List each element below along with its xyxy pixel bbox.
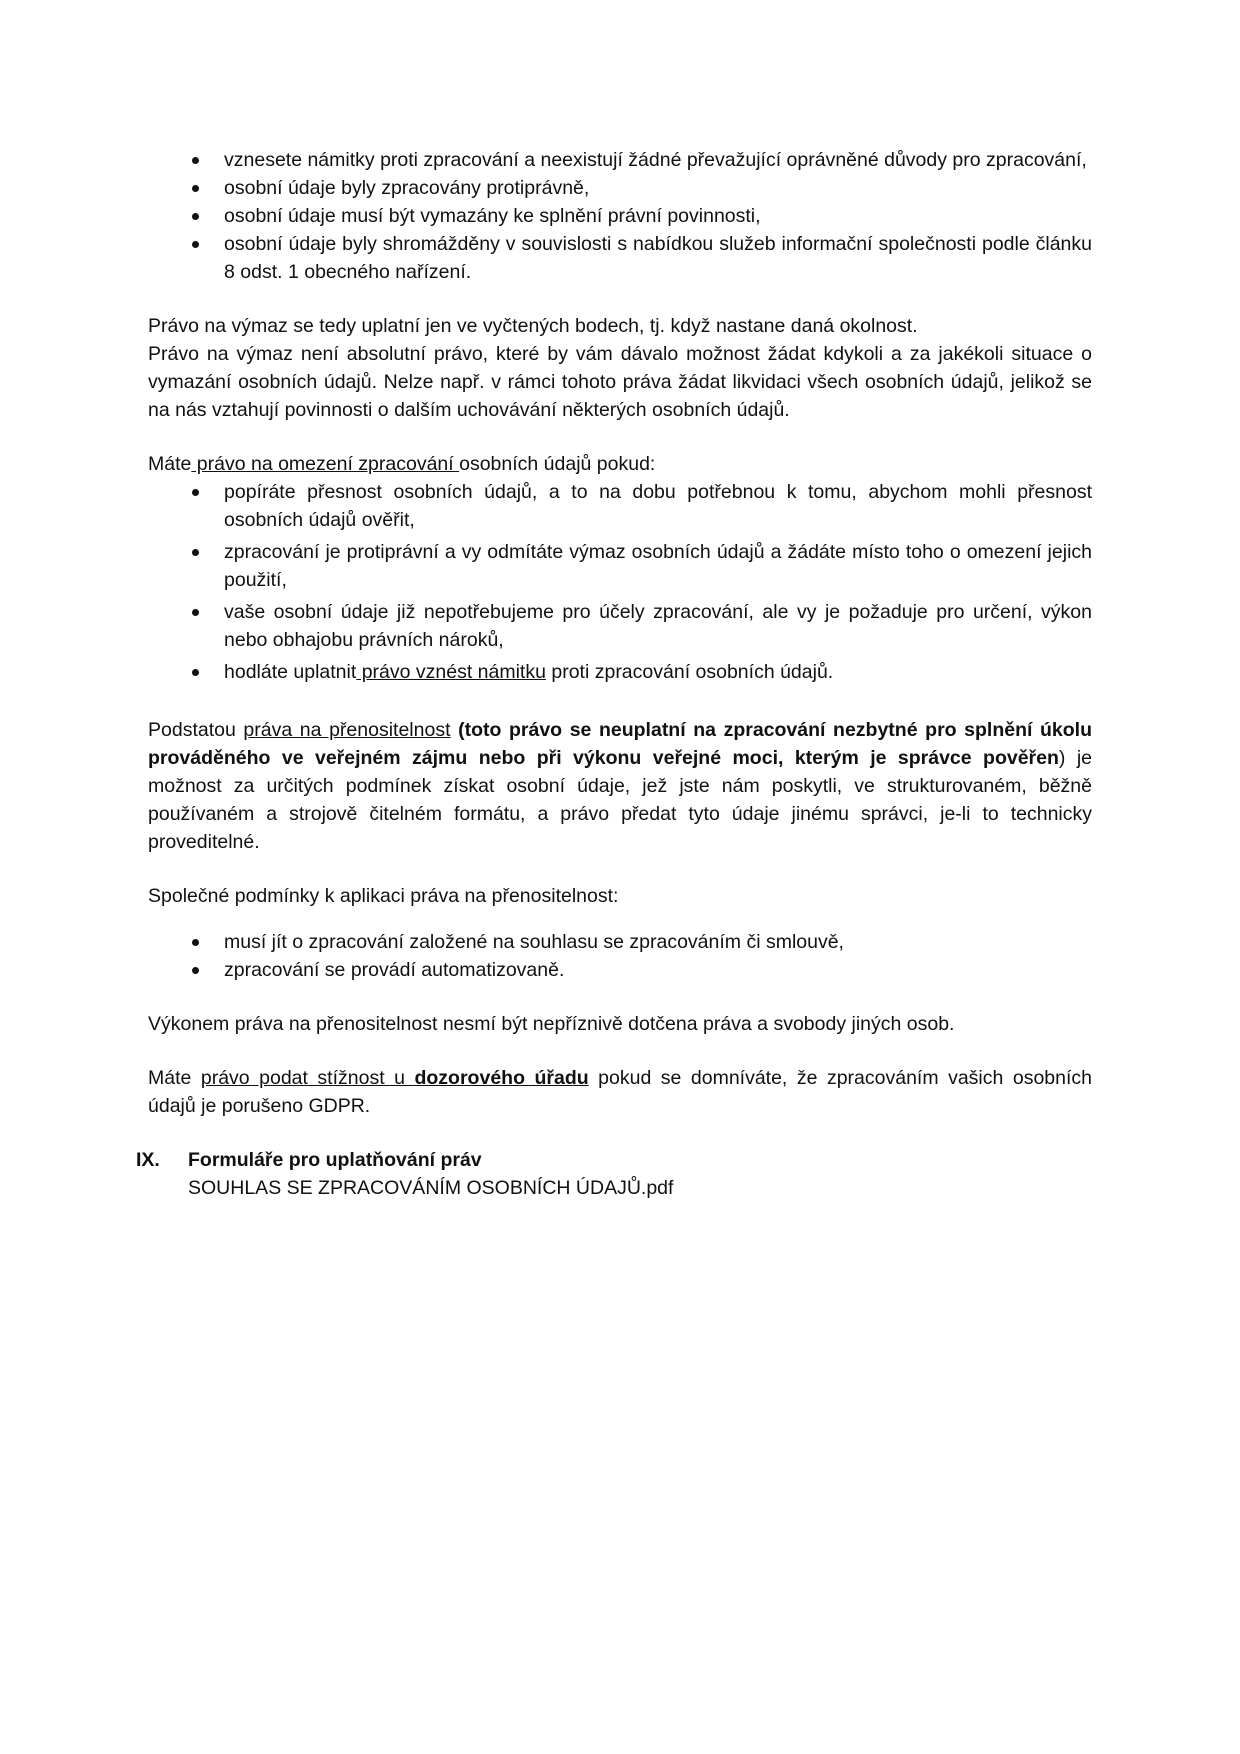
list-item: osobní údaje musí být vymazány ke splnění právní povinnosti, bbox=[148, 202, 1092, 230]
conditions-intro: Společné podmínky k aplikaci práva na přenositelnost: bbox=[148, 885, 619, 907]
complaint-before: Máte bbox=[148, 1067, 201, 1089]
list-item: vznesete námitky proti zpracování a neexistují žádné převažující oprávněné důvody pro zpracování, bbox=[148, 146, 1092, 174]
erasure-paragraph-2: Právo na výmaz není absolutní právo, které by vám dávalo možnost žádat kdykoli a za jakékoli situace o vymazání osobních údajů. Nelze např. v rámci tohoto práva žádat likvidaci všech osobních údajů, jelikož se na nás vztahují povinnosti o dalším uchovávání některých osobních údajů. bbox=[148, 343, 1092, 421]
list-item: popíráte přesnost osobních údajů, a to na dobu potřebnou k tomu, abychom mohli přesnost osobních údajů ověřit, bbox=[148, 478, 1092, 534]
list-item-before: hodláte uplatnit bbox=[224, 661, 357, 683]
list-item: musí jít o zpracování založené na souhlasu se zpracováním či smlouvě, bbox=[148, 928, 1092, 956]
erasure-conditions-list bbox=[148, 146, 1092, 286]
list-item: vaše osobní údaje již nepotřebujeme pro účely zpracování, ale vy je požaduje pro určení, výkon nebo obhajobu právních nároků, bbox=[148, 598, 1092, 654]
list-item: zpracování se provádí automatizovaně. bbox=[148, 956, 1092, 984]
complaint-paragraph bbox=[148, 1064, 1092, 1120]
restriction-intro-after: osobních údajů pokud: bbox=[459, 453, 656, 475]
list-item: osobní údaje byly zpracovány protiprávně, bbox=[148, 174, 1092, 202]
erasure-paragraph-1: Právo na výmaz se tedy uplatní jen ve vyčtených bodech, tj. když nastane daná okolnost. bbox=[148, 315, 918, 337]
objection-right-link: právo vznést námitku bbox=[356, 661, 546, 683]
portability-conditions-list bbox=[148, 928, 1092, 984]
complaint-after: pokud se domníváte, že zpracováním vašich osobních údajů je porušeno GDPR. bbox=[148, 1067, 1092, 1117]
document-body bbox=[136, 146, 1093, 1202]
restriction-conditions-list bbox=[148, 478, 1092, 686]
portability-paragraph bbox=[148, 716, 1092, 856]
restriction-intro bbox=[148, 450, 1092, 478]
portability-after: ) je možnost za určitých podmínek získat osobní údaje, jež jste nám poskytli, ve strukturovaném, běžně používaném a strojově čitelném formátu, a právo předat tyto údaje jinému správci, je-li to technicky proveditelné. bbox=[148, 747, 1092, 853]
list-item bbox=[148, 658, 1092, 686]
rights-of-others-paragraph: Výkonem práva na přenositelnost nesmí být nepříznivě dotčena práva a svobody jiných osob. bbox=[148, 1013, 955, 1035]
supervisory-authority-link: dozorového úřadu bbox=[414, 1067, 589, 1089]
section-number: IX. bbox=[136, 1149, 160, 1171]
portability-before: Podstatou bbox=[148, 719, 244, 741]
consent-form-file-link[interactable]: SOUHLAS SE ZPRACOVÁNÍM OSOBNÍCH ÚDAJŮ.pdf bbox=[188, 1177, 674, 1199]
portability-exception: (toto právo se neuplatní na zpracování nezbytné pro splnění úkolu prováděného ve veřejném zájmu nebo při výkonu veřejné moci, kterým je správce pověřen bbox=[148, 719, 1093, 769]
restriction-intro-before: Máte bbox=[148, 453, 192, 475]
complaint-right-link: právo podat stížnost u bbox=[200, 1067, 415, 1089]
section-heading bbox=[136, 1146, 1092, 1174]
portability-right-link: práva na přenositelnost bbox=[243, 719, 451, 741]
list-item: osobní údaje byly shromážděny v souvislosti s nabídkou služeb informační společnosti podle článku 8 odst. 1 obecného nařízení. bbox=[148, 230, 1092, 286]
list-item: zpracování je protiprávní a vy odmítáte výmaz osobních údajů a žádáte místo toho o omezení jejich použití, bbox=[148, 538, 1092, 594]
section-title: Formuláře pro uplatňování práv bbox=[188, 1149, 482, 1171]
restriction-right-link: právo na omezení zpracování bbox=[191, 453, 460, 475]
list-item-after: proti zpracování osobních údajů. bbox=[545, 661, 834, 683]
